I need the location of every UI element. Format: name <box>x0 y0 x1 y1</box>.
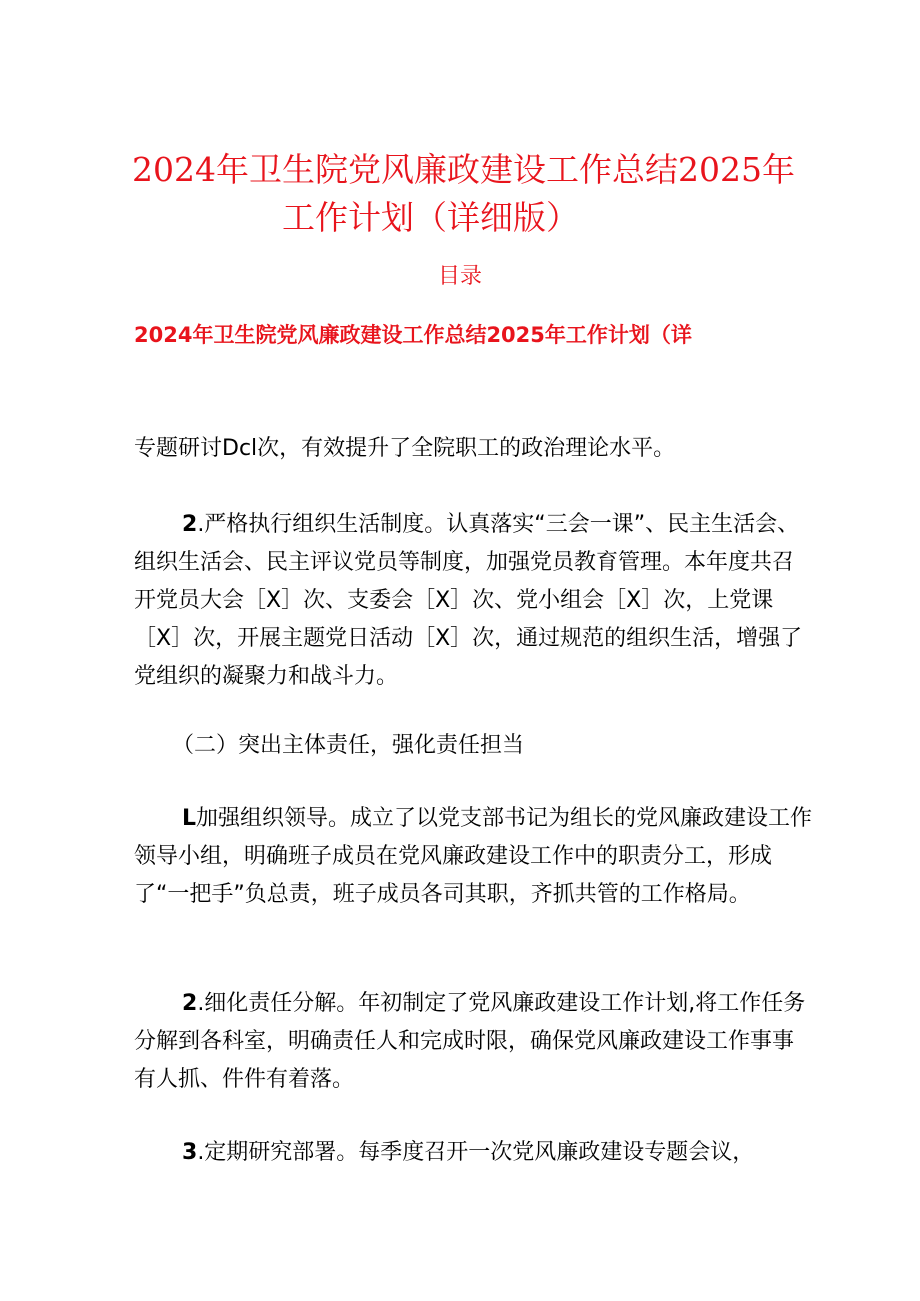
body-paragraph <box>134 1134 814 1172</box>
body-paragraph <box>134 800 814 914</box>
paragraph-text: 加强组织领导。成立了以党支部书记为组长的党风廉政建设工作领导小组，明确班子成员在党风廉政建设工作中的职责分工，形成了“一把手”负总责，班子成员各司其职，齐抓共管的工作格局。 <box>134 806 813 907</box>
paragraph-text: （二）突出主体责任，强化责任担当 <box>172 733 525 758</box>
section-heading <box>134 727 814 765</box>
document-title-line-2: 工作计划（详细版） <box>282 198 579 237</box>
body-paragraph <box>134 985 814 1099</box>
paragraph-text: .严格执行组织生活制度。认真落实“三会一课”、民主生活会、组织生活会、民主评议党员等制度，加强党员教育管理。本年度共召开党员大会［X］次、支委会［X］次、党小组会［X］次，上党课［X］次，开展主题党日活动［X］次，通过规范的组织生活，增强了党组织的凝聚力和战斗力。 <box>134 512 803 689</box>
paragraph-text: 专题研讨Dcl次，有效提升了全院职工的政治理论水平。 <box>134 436 676 461</box>
body-paragraph <box>134 430 814 468</box>
paragraph-number: 2 <box>182 991 198 1016</box>
document-title-line-1: 2024年卫生院党风廉政建设工作总结2025年 <box>132 150 795 189</box>
paragraph-text: .细化责任分解。年初制定了党风廉政建设工作计划,将工作任务分解到各科室，明确责任人和完成时限，确保党风廉政建设工作事事有人抓、件件有着落。 <box>134 991 806 1092</box>
paragraph-number: 3 <box>182 1140 198 1165</box>
paragraph-number: L <box>182 806 197 831</box>
document-title <box>130 146 810 242</box>
paragraph-text: .定期研究部署。每季度召开一次党风廉政建设专题会议， <box>197 1140 755 1165</box>
toc-heading: 目录 <box>437 264 482 289</box>
toc-entry-link[interactable]: 2024年卫生院党风廉政建设工作总结2025年工作计划（详 <box>134 323 692 347</box>
paragraph-number: 2 <box>182 512 198 537</box>
body-paragraph <box>134 506 814 696</box>
